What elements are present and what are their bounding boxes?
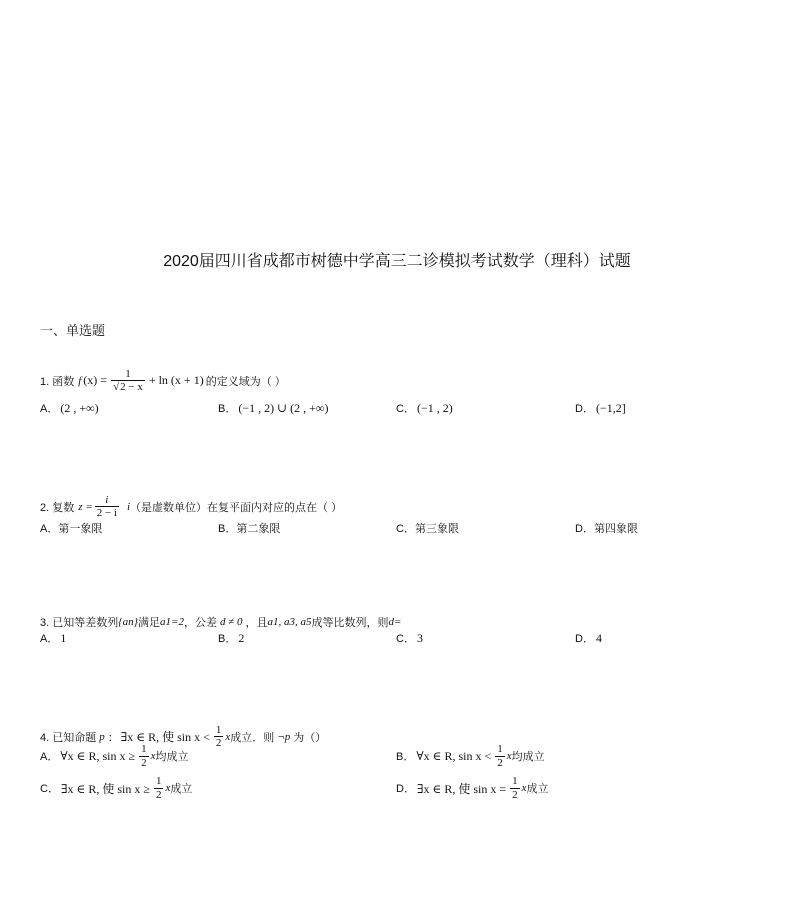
ln-term: + ln (x + 1)	[148, 373, 204, 388]
negation-p: ¬p	[277, 730, 291, 743]
option-expr: ∃x ∈ R, 使 sin x ≥	[60, 781, 150, 796]
option-label: A．	[40, 751, 59, 763]
question-4-text: 成立．则	[230, 731, 275, 744]
option-suffix: 均成立	[511, 751, 545, 763]
common-difference: d ≠ 0	[219, 616, 243, 628]
fraction-denominator: 2	[497, 756, 503, 769]
question-4-text: 为（）	[293, 731, 327, 744]
option-label: D．	[575, 523, 594, 535]
option-a[interactable]	[40, 400, 101, 416]
option-expr: ∀x ∈ R, sin x ≥	[60, 748, 136, 763]
option-c[interactable]	[396, 630, 425, 646]
option-label: B．	[218, 633, 237, 645]
option-value: 第一象限	[58, 523, 103, 535]
variable-x: x	[150, 750, 156, 762]
option-suffix: 成立	[170, 783, 193, 795]
question-1-number: 1. 函数	[40, 375, 75, 388]
option-label: C．	[396, 633, 415, 645]
fraction-half	[139, 743, 149, 768]
first-term: a1=2	[160, 616, 184, 628]
question-4-number: 4. 已知命题	[40, 731, 97, 744]
terms: a1, a3, a5	[267, 616, 312, 628]
question-3-text: 成等比数列，则	[311, 617, 389, 629]
option-c[interactable]	[40, 775, 192, 800]
d-question: d=	[388, 616, 402, 628]
question-2-number: 2. 复数	[40, 501, 75, 514]
question-3-number: 3. 已知等差数列	[40, 617, 119, 629]
option-value: 1	[60, 630, 67, 645]
option-b[interactable]	[218, 520, 280, 536]
option-d[interactable]	[396, 775, 549, 800]
option-a[interactable]	[40, 743, 188, 768]
option-label: C．	[40, 783, 59, 795]
option-d[interactable]	[575, 400, 628, 416]
option-value: 第三象限	[414, 523, 459, 535]
option-label: A．	[40, 523, 59, 535]
option-a[interactable]	[40, 630, 68, 646]
variable-x: x	[225, 730, 231, 743]
question-2	[40, 494, 342, 519]
question-4-text: ：	[107, 731, 119, 744]
fraction-numerator: 1	[215, 724, 222, 736]
option-label: C．	[396, 523, 415, 535]
fraction-denominator: 2 − i	[96, 507, 117, 520]
proposition-expr: ∃x ∈ R, 使 sin x <	[120, 730, 210, 745]
option-value: 3	[416, 630, 423, 645]
option-a[interactable]	[40, 520, 102, 536]
question-1	[40, 368, 286, 393]
option-label: D．	[575, 633, 594, 645]
function-arg: (x) =	[83, 373, 108, 388]
option-d[interactable]	[575, 520, 638, 536]
variable-x: x	[165, 782, 171, 794]
option-b[interactable]	[218, 400, 330, 416]
option-value: 2	[238, 630, 245, 645]
fraction-denominator: 2	[512, 788, 518, 801]
option-expr: ∃x ∈ R, 使 sin x =	[416, 781, 507, 796]
function-symbol: f	[78, 374, 82, 387]
fraction-numerator: 1	[497, 743, 503, 756]
question-1-text: 的定义域为（ ）	[205, 375, 286, 388]
fraction-half	[214, 724, 224, 749]
option-label: B．	[218, 523, 237, 535]
option-value: 第四象限	[593, 523, 638, 535]
option-c[interactable]	[396, 400, 455, 416]
question-2-text: （是虚数单位）在复平面内对应的点在（ ）	[130, 501, 343, 514]
fraction	[95, 494, 119, 519]
variable-x: x	[521, 782, 527, 794]
fraction-half	[154, 775, 164, 800]
option-value: (−1 , 2) ∪ (2 , +∞)	[238, 400, 329, 415]
option-d[interactable]	[575, 630, 604, 646]
sequence-symbol: {an}	[118, 616, 139, 628]
section-heading: 一、单选题	[40, 323, 106, 338]
fraction-numerator: 1	[512, 775, 518, 788]
option-label: A．	[40, 403, 59, 415]
option-suffix: 成立	[526, 783, 549, 795]
proposition-p: p	[99, 730, 105, 743]
fraction-denominator: 2	[155, 788, 162, 801]
option-value: 4	[595, 630, 602, 645]
fraction-half	[495, 743, 505, 768]
option-expr: ∀x ∈ R, sin x <	[416, 748, 492, 763]
option-c[interactable]	[396, 520, 459, 536]
complex-lhs: z =	[78, 500, 93, 513]
fraction-numerator: 1	[125, 368, 131, 380]
fraction-numerator: i	[105, 494, 109, 506]
option-label: B．	[218, 403, 237, 415]
option-b[interactable]	[218, 630, 246, 646]
fraction-denominator: √2 − x	[113, 381, 143, 394]
fraction-half	[510, 775, 520, 800]
option-suffix: 均成立	[155, 751, 189, 763]
fraction-numerator: 1	[141, 743, 147, 756]
option-value: 第二象限	[236, 523, 281, 535]
imaginary-symbol: i	[126, 500, 131, 513]
option-label: D．	[575, 403, 594, 415]
option-value: (−1,2]	[595, 400, 626, 415]
fraction-numerator: 1	[155, 775, 162, 788]
fraction	[111, 368, 145, 393]
question-3	[40, 614, 401, 630]
option-label: A．	[40, 633, 59, 645]
option-label: C．	[396, 403, 415, 415]
option-b[interactable]	[396, 743, 545, 768]
page-title: 2020届四川省成都市树德中学高三二诊模拟考试数学（理科）试题	[163, 253, 631, 270]
option-label: B．	[396, 751, 415, 763]
option-value: (−1 , 2)	[416, 400, 453, 415]
question-3-text: ，公差	[183, 617, 217, 629]
option-label: D．	[396, 783, 415, 795]
question-3-text: 满足	[138, 617, 161, 629]
fraction-denominator: 2	[141, 756, 147, 769]
fraction-denominator: 2	[215, 737, 222, 750]
variable-x: x	[506, 750, 512, 762]
sqrt-radicand: 2 − x	[120, 381, 143, 394]
question-3-text: ，且	[245, 617, 268, 629]
option-value: (2 , +∞)	[60, 400, 99, 415]
